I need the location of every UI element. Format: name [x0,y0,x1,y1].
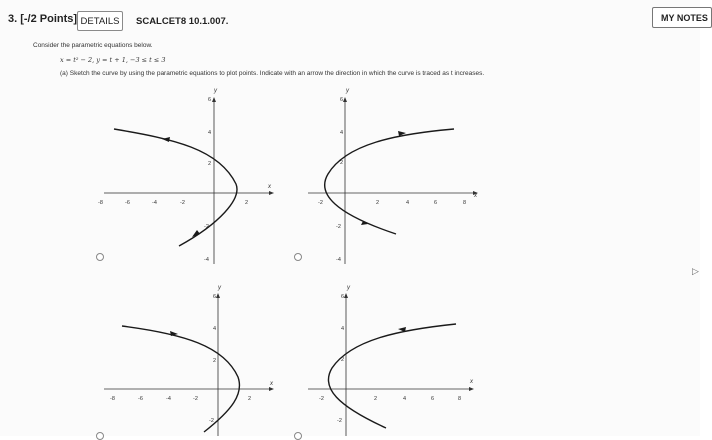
x-tick-label: 2 [376,200,380,206]
x-tick-label: -4 [152,200,157,206]
my-notes-button[interactable]: MY NOTES [652,7,712,28]
x-tick-label: -2 [318,200,323,206]
y-axis-label: y [214,88,217,94]
problem-instruction: Consider the parametric equations below. [33,42,153,49]
x-tick-label: -2 [319,396,324,402]
radio-option-2[interactable] [294,253,302,261]
y-tick-label: 4 [208,130,212,136]
radio-option-3[interactable] [96,432,104,440]
x-tick-label: 2 [245,200,249,206]
y-tick-label: 4 [213,326,217,332]
x-tick-label: -8 [98,200,103,206]
x-axis-label: x [270,381,273,387]
details-button[interactable]: DETAILS [77,11,123,31]
graph-option-3 [104,282,284,436]
y-axis-label: y [346,88,349,94]
x-axis-label: x [268,184,271,190]
x-tick-label: -6 [138,396,143,402]
y-tick-label: -4 [336,257,341,263]
x-axis-arrow-icon [469,387,474,391]
direction-arrow-icon [162,137,170,142]
y-axis-arrow-icon [343,97,347,102]
graph-option-4 [306,282,486,436]
x-tick-label: -2 [193,396,198,402]
x-tick-label: 8 [463,200,467,206]
y-tick-label: 6 [208,97,212,103]
x-axis-label: x [474,193,477,199]
x-tick-label: 2 [248,396,252,402]
parametric-curve [325,129,454,234]
y-axis-label: y [347,285,350,291]
y-tick-label: 4 [341,326,345,332]
x-tick-label: -4 [166,396,171,402]
y-tick-label: 6 [213,294,217,300]
question-number: 3. [-/2 Points] [8,13,78,25]
parametric-curve [328,324,456,428]
y-axis-arrow-icon [212,97,216,102]
x-tick-label: 6 [431,396,435,402]
graph-option-1 [98,84,284,268]
course-code: SCALCET8 10.1.007. [136,16,229,27]
radio-option-1[interactable] [96,253,104,261]
question-header [0,0,708,38]
y-tick-label: -2 [336,224,341,230]
parametric-curve [114,129,237,246]
x-tick-label: 2 [374,396,378,402]
x-axis-arrow-icon [269,387,274,391]
y-tick-label: -2 [204,224,209,230]
x-tick-label: -2 [180,200,185,206]
y-tick-label: -2 [337,418,342,424]
part-a-prompt: (a) Sketch the curve by using the parametric equations to plot points. Indicate with an arrow the direction in which the curve is traced as t increases. [60,70,485,77]
x-tick-label: 6 [434,200,438,206]
parametric-curve [122,326,240,432]
direction-arrow-icon [398,327,406,332]
mouse-cursor-icon: ▷ [692,266,699,276]
y-axis-arrow-icon [344,293,348,298]
y-tick-label: 4 [340,130,344,136]
x-axis-label: x [470,379,473,385]
y-axis-arrow-icon [216,293,220,298]
x-tick-label: -6 [125,200,130,206]
y-tick-label: -2 [209,418,214,424]
x-tick-label: 4 [406,200,410,206]
x-axis-arrow-icon [269,191,274,195]
x-tick-label: 8 [458,396,462,402]
x-tick-label: 4 [403,396,407,402]
y-axis-label: y [218,285,221,291]
graph-option-2 [306,84,486,268]
y-tick-label: 2 [208,161,212,167]
x-tick-label: -8 [110,396,115,402]
y-tick-label: 6 [341,294,345,300]
parametric-equations: x = t² − 2, y = t + 1, −3 ≤ t ≤ 3 [60,56,166,64]
y-tick-label: 2 [340,160,344,166]
y-tick-label: 2 [341,357,345,363]
y-tick-label: 2 [213,358,217,364]
y-tick-label: -4 [204,257,209,263]
radio-option-4[interactable] [294,432,302,440]
y-tick-label: 6 [340,97,344,103]
